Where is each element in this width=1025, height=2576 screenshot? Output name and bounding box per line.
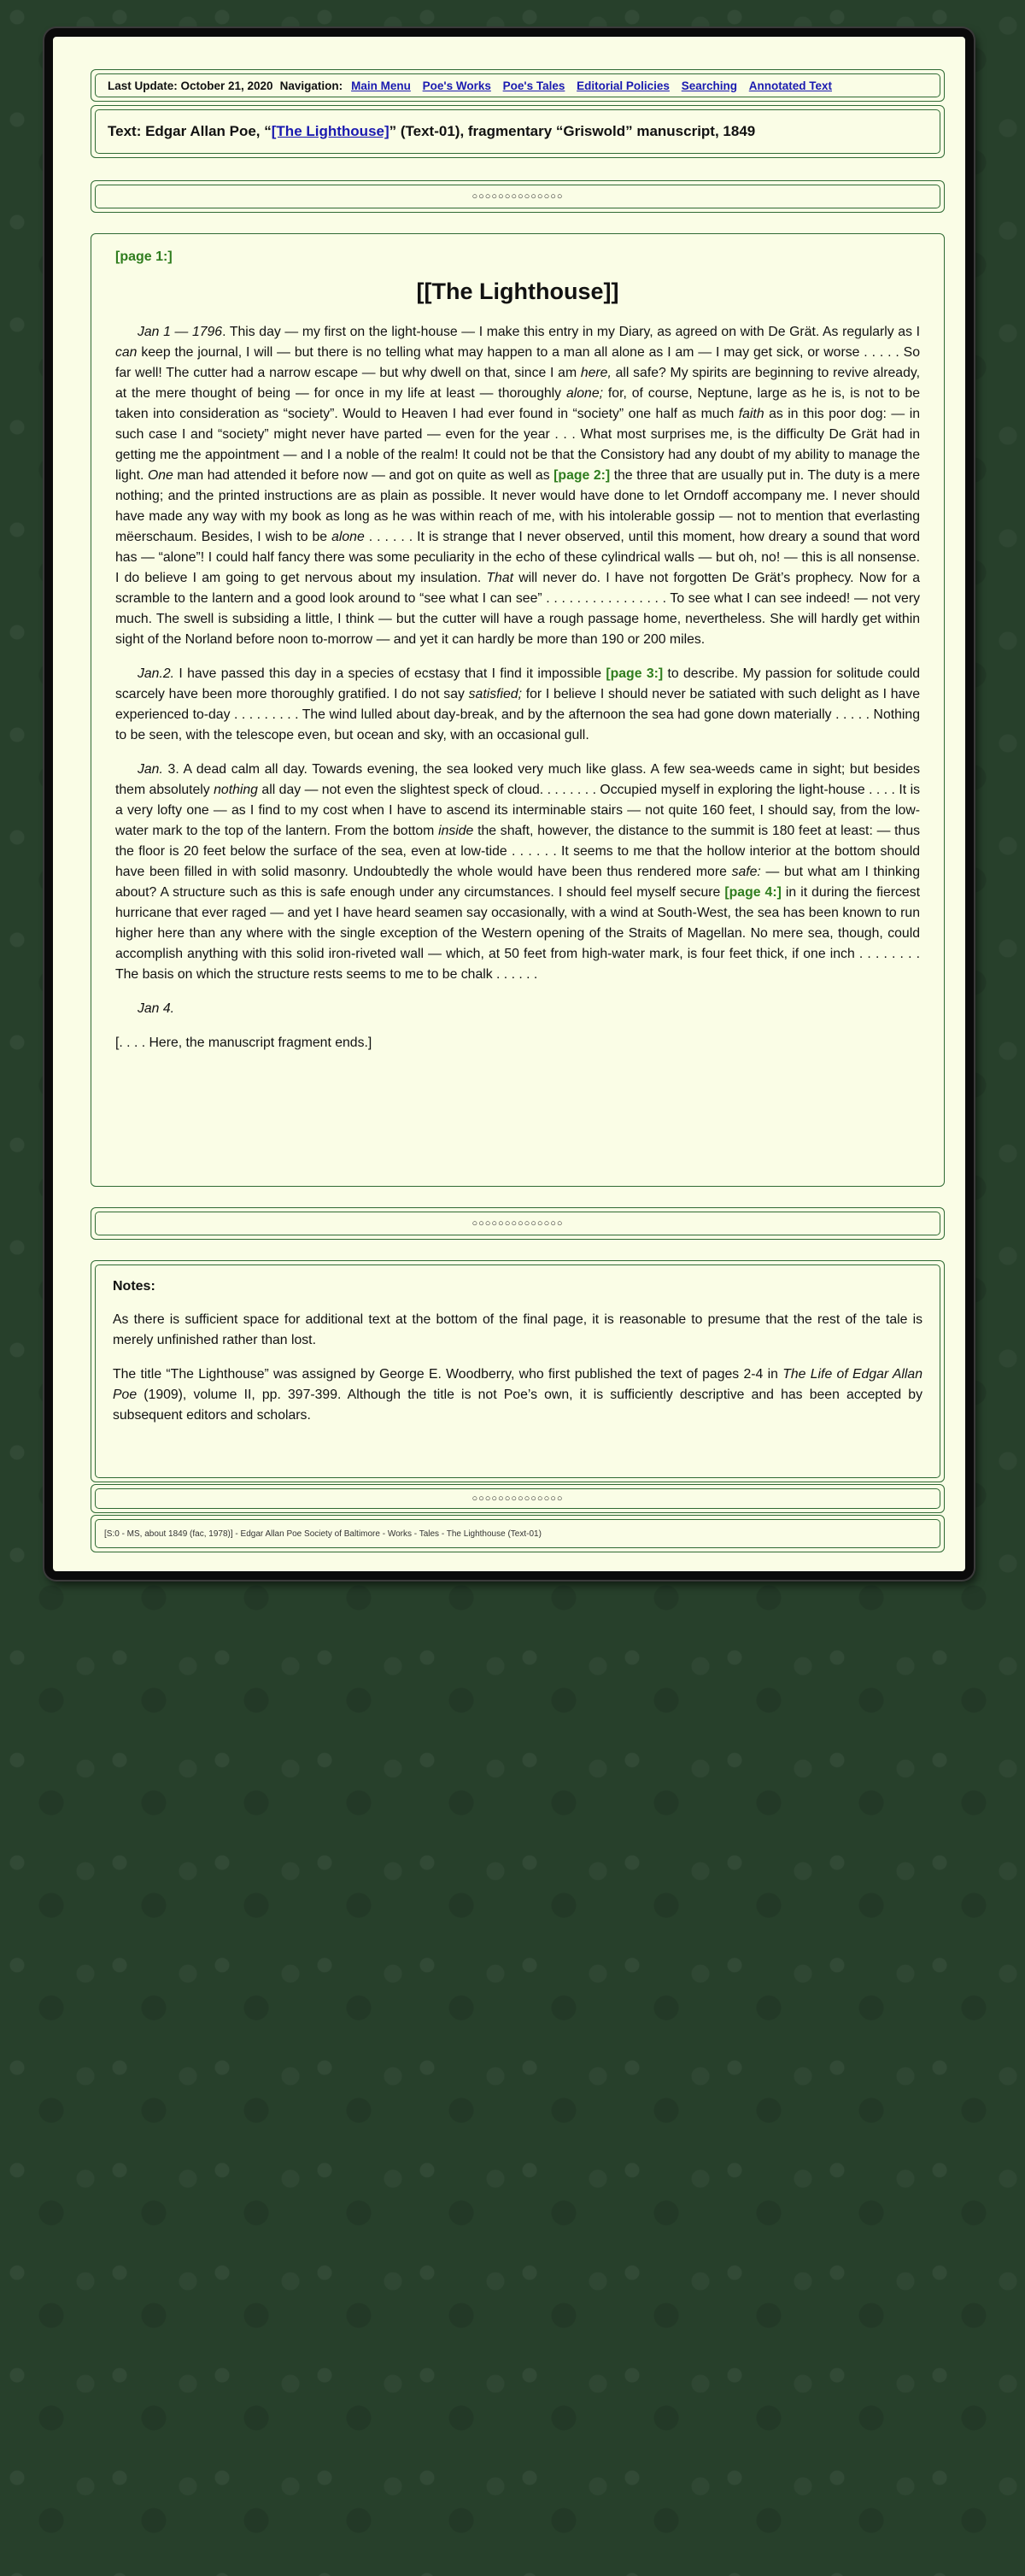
entry-jan-4: Jan 4. [138, 1001, 175, 1016]
separator-top [91, 180, 945, 213]
separator-bottom [91, 1484, 945, 1513]
text-title-link[interactable]: [The Lighthouse] [271, 123, 390, 139]
separator-middle [91, 1207, 945, 1240]
page-marker-3: [page 3:] [606, 666, 664, 681]
work-title: [[The Lighthouse]] [416, 279, 619, 304]
text-title-prefix: Text: Edgar Allan Poe, “ [108, 123, 272, 139]
separator-ornament: ○○○○○○○○○○○○○○ [472, 191, 564, 202]
notes-panel [91, 1260, 945, 1482]
separator-ornament: ○○○○○○○○○○○○○○ [472, 1493, 564, 1504]
footer-citation: [S:0 - MS, about 1849 (fac, 1978)] - Edgar Allan Poe Society of Baltimore - Works - Tales - The Lighthouse (Text-01) [104, 1529, 542, 1539]
nav-poes-tales[interactable]: Poe's Tales [502, 79, 565, 92]
navigation-links [343, 79, 832, 92]
page-marker-4: [page 4:] [724, 885, 782, 900]
entry-jan-2: Jan.2. I have passed this day in a species of ecstasy that I find it impossible [page 3:] to describe. My passion for solitude could scarcely have been more thoroughly gratified. I do not say satisfied; for I believe I should never be satiated with such delight as I have experienced to-day . . . . . . . . . The wind lulled about day-break, and by the afternoon the sea had gone down materially . . . . . Nothing to be seen, with the telescope even, but ocean and sky, with an occasional gull. [115, 666, 920, 742]
nav-annotated-text[interactable]: Annotated Text [748, 79, 832, 92]
footer-bar [91, 1515, 945, 1552]
navigation-label: Navigation: [279, 79, 343, 92]
page-marker-1: [page 1:] [115, 249, 173, 264]
separator-ornament: ○○○○○○○○○○○○○○ [472, 1218, 564, 1229]
note-1: As there is sufficient space for additional text at the bottom of the final page, it is reasonable to presume that the rest of the tale is merely unfinished rather than lost. [113, 1312, 922, 1347]
last-update: Last Update: October 21, 2020 [108, 79, 273, 92]
page-frame [44, 28, 974, 1580]
notes-heading: Notes: [113, 1279, 155, 1294]
note-2: The title “The Lighthouse” was assigned by George E. Woodberry, who first published the text of pages 2-4 in The Life of Edgar Allan Poe (1909), volume II, pp. 397-399. Although the title is not Poe’s own, it is sufficiently descriptive and has been accepted by subsequent editors and scholars. [113, 1367, 923, 1423]
nav-searching[interactable]: Searching [681, 79, 737, 92]
main-text-panel [91, 233, 945, 1187]
nav-poes-works[interactable]: Poe's Works [422, 79, 491, 92]
text-title-bar [91, 105, 945, 158]
nav-main-menu[interactable]: Main Menu [351, 79, 411, 92]
page-marker-2: [page 2:] [554, 468, 611, 483]
entry-jan-3: Jan. 3. A dead calm all day. Towards evening, the sea looked very much like glass. A few sea-weeds came in sight; but besides them absolutely nothing all day — not even the slightest speck of cloud. . . . . . . . Occupied myself in exploring the light-house . . . . It is a very lofty one — as I find to my cost when I have to ascend its interminable stairs — not quite 160 feet, I should say, from the low-water mark to the top of the lantern. From the bottom inside the shaft, however, the distance to the summit is 180 feet at least: — thus the floor is 20 feet below the surface of the sea, even at low-tide . . . . . . It seems to me that the hollow interior at the bottom should have been filled in with solid masonry. Undoubtedly the whole would have been thus rendered more safe: — but what am I thinking about? A structure such as this is safe enough under any circumstances. I should feel myself secure [page 4:] in it during the fiercest hurricane that ever raged — and yet I have heard seamen say occasionally, with a wind at South-West, the sea has been known to run higher here than any where with the single exception of the Western opening of the Straits of Magellan. No mere sea, though, could accomplish anything with this solid iron-riveted wall — which, at 50 feet from high-water mark, is four feet thick, if one inch . . . . . . . . The basis on which the structure rests seems to me to be chalk . . . . . . [115, 762, 921, 982]
nav-editorial-policies[interactable]: Editorial Policies [577, 79, 670, 92]
fragment-end-note: [. . . . Here, the manuscript fragment ends.] [115, 1036, 372, 1050]
entry-jan-1: Jan 1 — 1796. This day — my first on the light-house — I make this entry in my Diary, as agreed on with De Grät. As regularly as I can keep the journal, I will — but there is no telling what may happen to a man all alone as I am — I may get sick, or worse . . . . . So far well! The cutter had a narrow escape — but why dwell on that, since I am here, all safe? My spirits are beginning to revive already, at the mere thought of being — for once in my life at least — thoroughly alone; for, of course, Neptune, large as he is, is not to be taken into consideration as “society”. Would to Heaven I had ever found in “society” one half as much faith as in this poor dog: — in such case I and “society” might never have parted — even for the year . . . What most surprises me, is the difficulty De Grät had in getting me the appointment — and I a noble of the realm! It could not be that the Consistory had any doubt of my ability to manage the light. One man had attended it before now — and got on quite as well as [page 2:] the three that are usually put in. The duty is a mere nothing; and the printed instructions are as plain as possible. It never would have done to let Orndoff accompany me. I never should have made any way with my book as long as he was within reach of me, with his intolerable gossip — not to mention that everlasting mëerschaum. Besides, I wish to be alone . . . . . . It is strange that I never observed, until this moment, how dreary a sound that word has — “alone”! I could half fancy there was some peculiarity in the echo of these cylindrical walls — but oh, no! — this is all nonsense. I do believe I am going to get nervous about my insulation. That will never do. I have not forgotten De Grät’s prophecy. Now for a scramble to the lantern and a good look around to “see what I can see” . . . . . . . . . . . . . . . . To see what I can see indeed! — not very much. The swell is subsiding a little, I think — but the cutter will have a rough passage home, nevertheless. She will hardly get within sight of the Norland before noon to-morrow — and yet it can hardly be more than 190 or 200 miles. [115, 325, 920, 647]
header-bar [91, 69, 945, 102]
text-title-suffix: ” (Text-01), fragmentary “Griswold” manuscript, 1849 [389, 123, 756, 139]
